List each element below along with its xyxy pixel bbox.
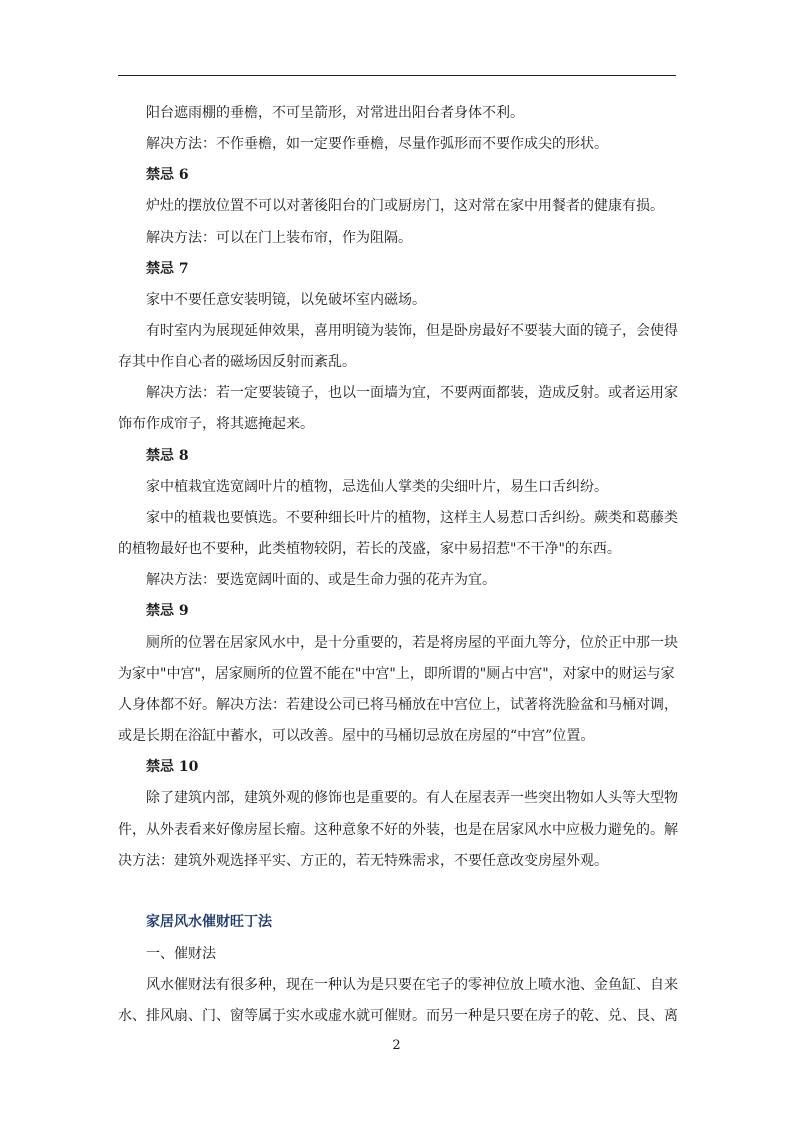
paragraph-line: 家中不要任意安装明镜，以免破坏室内磁场。 xyxy=(146,292,426,308)
paragraph-line: 风水催财法有很多种，现在一种认为是只要在宅子的零神位放上喷水池、金鱼缸、自来 xyxy=(146,977,678,993)
paragraph-line: 解决方法：若一定要装镜子，也以一面墙为宜，不要两面都装，造成反射。或者运用家 xyxy=(146,385,678,401)
paragraph-line: 除了建筑内部，建筑外观的修饰也是重要的。有人在屋表弄一些突出物如人头等大型物 xyxy=(146,790,678,806)
paragraph-line: 炉灶的摆放位置不可以对著後阳台的门或厨房门，这对常在家中用餐者的健康有损。 xyxy=(146,198,664,214)
paragraph-line: 一、催财法 xyxy=(146,946,216,962)
paragraph-line: 决方法：建筑外观选择平实、方正的，若无特殊需求，不要任意改变房屋外观。 xyxy=(118,853,608,869)
paragraph-line: 解决方法：要选宽阔叶面的、或是生命力强的花卉为宜。 xyxy=(146,572,496,588)
paragraph-line: 水、排风扇、门、窗等属于实水或虚水就可催财。而另一种是只要在房子的乾、兑、艮、离 xyxy=(118,1008,678,1024)
paragraph-line: 家中植栽宜选宽阔叶片的植物，忌选仙人掌类的尖细叶片，易生口舌纠纷。 xyxy=(146,479,608,495)
section-heading-taboo-10: 禁忌 10 xyxy=(146,759,199,775)
paragraph-line: 家中的植栽也要慎选。不要种细长叶片的植物，这样主人易惹口舌纠纷。蕨类和葛藤类 xyxy=(146,510,678,526)
section-title: 家居风水催财旺丁法 xyxy=(146,914,272,930)
paragraph-line: 解决方法：可以在门上装布帘，作为阻隔。 xyxy=(146,230,412,246)
paragraph-line: 饰布作成帘子，将其遮掩起来。 xyxy=(118,416,314,432)
paragraph-line: 有时室内为展现延伸效果，喜用明镜为装饰，但是卧房最好不要装大面的镜子，会使得 xyxy=(146,323,678,339)
paragraph-line: 厕所的位署在居家风水中，是十分重要的，若是将房屋的平面九等分，位於正中那一块 xyxy=(146,635,678,651)
paragraph-line: 或是长期在浴缸中蓄水，可以改善。屋中的马桶切忌放在房屋的“中宫”位置。 xyxy=(118,728,595,744)
paragraph-line: 阳台遮雨棚的垂檐，不可呈箭形，对常进出阳台者身体不利。 xyxy=(146,105,524,121)
paragraph-line: 为家中"中宫"，居家厕所的位置不能在"中宫"上，即所谓的"厕占中宫"，对家中的财运与家 xyxy=(118,666,675,682)
paragraph-line: 件，从外表看来好像房屋长瘤。这种意象不好的外装，也是在居家风水中应极力避免的。解 xyxy=(118,822,678,838)
header-rule xyxy=(118,75,676,76)
paragraph-line: 人身体都不好。解决方法：若建设公司已将马桶放在中宫位上，试著将洗脸盆和马桶对调， xyxy=(118,697,678,713)
page-number: 2 xyxy=(392,1038,401,1053)
paragraph-line: 解决方法：不作垂檐，如一定要作垂檐，尽量作弧形而不要作成尖的形状。 xyxy=(146,136,608,152)
paragraph-line: 存其中作自心者的磁场因反射而紊乱。 xyxy=(118,354,356,370)
section-heading-taboo-7: 禁忌 7 xyxy=(146,261,189,277)
section-heading-taboo-8: 禁忌 8 xyxy=(146,448,189,464)
paragraph-line: 的植物最好也不要种，此类植物较阴，若长的茂盛，家中易招惹"不干净"的东西。 xyxy=(118,541,621,557)
section-heading-taboo-6: 禁忌 6 xyxy=(146,167,189,183)
section-heading-taboo-9: 禁忌 9 xyxy=(146,603,189,619)
